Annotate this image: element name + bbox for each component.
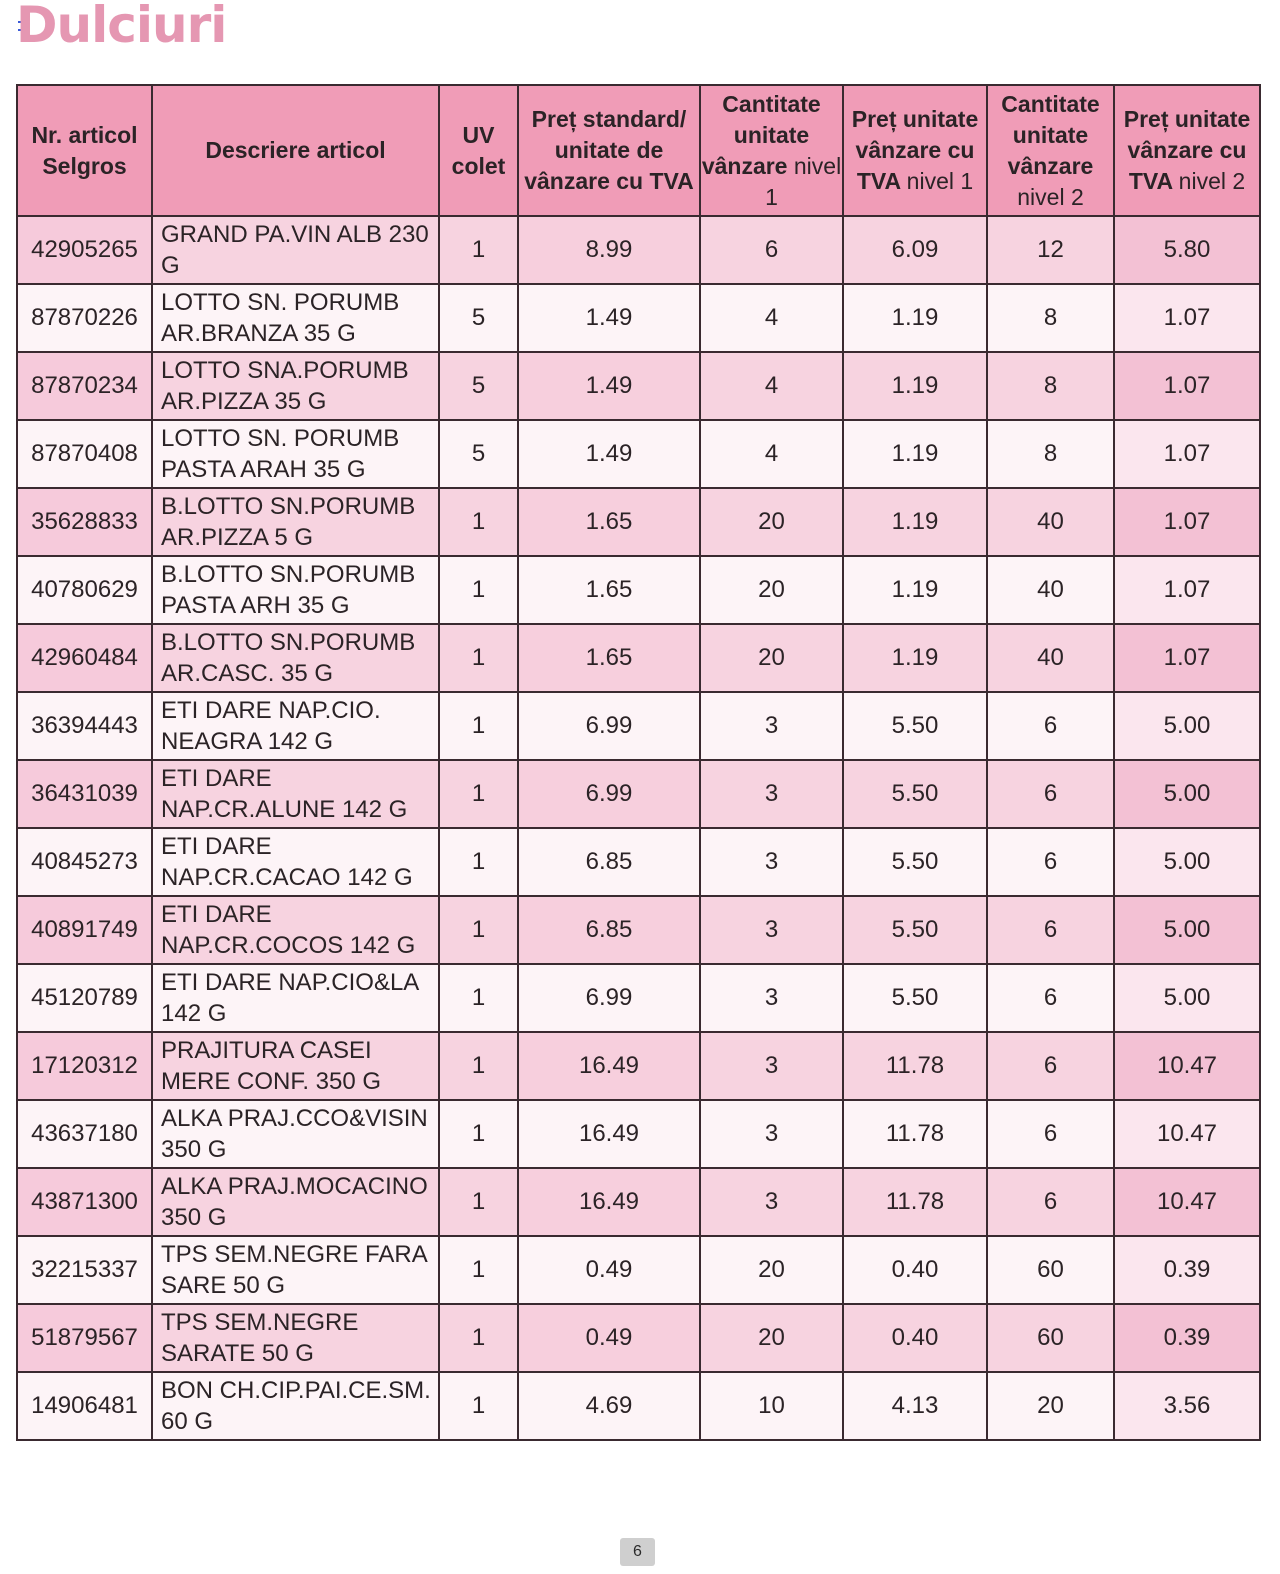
header-pret-standard: Preț standard/ unitate de vânzare cu TVA bbox=[518, 85, 700, 216]
table-row bbox=[17, 760, 1260, 828]
cell-pret-standard: 6.85 bbox=[518, 828, 700, 896]
cell-cantitate-nivel-1: 20 bbox=[700, 624, 843, 692]
cell-uv-colet: 1 bbox=[439, 216, 518, 284]
cell-pret-standard: 1.65 bbox=[518, 488, 700, 556]
cell-cantitate-nivel-1: 20 bbox=[700, 1304, 843, 1372]
cell-nr-articol: 87870408 bbox=[17, 420, 152, 488]
table-header-row bbox=[17, 85, 1260, 216]
cell-cantitate-nivel-2: 40 bbox=[987, 488, 1114, 556]
table-row bbox=[17, 284, 1260, 352]
cell-pret-nivel-1: 0.40 bbox=[843, 1236, 987, 1304]
cell-descriere: BON CH.CIP.PAI.CE.SM. 60 G bbox=[152, 1372, 439, 1440]
cell-uv-colet: 5 bbox=[439, 284, 518, 352]
cell-cantitate-nivel-2: 6 bbox=[987, 760, 1114, 828]
table-row bbox=[17, 352, 1260, 420]
table-row bbox=[17, 1100, 1260, 1168]
table-row bbox=[17, 964, 1260, 1032]
cell-cantitate-nivel-2: 6 bbox=[987, 896, 1114, 964]
cell-descriere: ETI DARE NAP.CR.CACAO 142 G bbox=[152, 828, 439, 896]
cell-pret-nivel-1: 1.19 bbox=[843, 488, 987, 556]
cell-pret-nivel-2: 10.47 bbox=[1114, 1032, 1260, 1100]
price-table bbox=[16, 84, 1261, 1441]
cell-pret-standard: 8.99 bbox=[518, 216, 700, 284]
cell-pret-nivel-1: 5.50 bbox=[843, 896, 987, 964]
cell-uv-colet: 1 bbox=[439, 828, 518, 896]
cell-cantitate-nivel-1: 3 bbox=[700, 1100, 843, 1168]
cell-descriere: B.LOTTO SN.PORUMB AR.CASC. 35 G bbox=[152, 624, 439, 692]
cell-cantitate-nivel-1: 4 bbox=[700, 284, 843, 352]
cell-cantitate-nivel-1: 20 bbox=[700, 488, 843, 556]
cell-cantitate-nivel-2: 20 bbox=[987, 1372, 1114, 1440]
cell-descriere: TPS SEM.NEGRE SARATE 50 G bbox=[152, 1304, 439, 1372]
cell-descriere: ALKA PRAJ.CCO&VISIN 350 G bbox=[152, 1100, 439, 1168]
cell-pret-nivel-2: 0.39 bbox=[1114, 1236, 1260, 1304]
cell-nr-articol: 87870234 bbox=[17, 352, 152, 420]
table-row bbox=[17, 896, 1260, 964]
cell-pret-nivel-2: 1.07 bbox=[1114, 352, 1260, 420]
cell-nr-articol: 87870226 bbox=[17, 284, 152, 352]
cell-uv-colet: 1 bbox=[439, 692, 518, 760]
table-row bbox=[17, 1032, 1260, 1100]
cell-pret-standard: 0.49 bbox=[518, 1236, 700, 1304]
cell-nr-articol: 36431039 bbox=[17, 760, 152, 828]
cell-pret-nivel-2: 1.07 bbox=[1114, 624, 1260, 692]
header-cantitate-nivel-2: Cantitate unitate vânzare nivel 2 bbox=[987, 85, 1114, 216]
cell-pret-nivel-1: 5.50 bbox=[843, 964, 987, 1032]
cell-pret-nivel-1: 1.19 bbox=[843, 624, 987, 692]
cell-pret-nivel-2: 5.00 bbox=[1114, 760, 1260, 828]
cell-descriere: TPS SEM.NEGRE FARA SARE 50 G bbox=[152, 1236, 439, 1304]
cell-cantitate-nivel-1: 3 bbox=[700, 1168, 843, 1236]
cell-cantitate-nivel-1: 10 bbox=[700, 1372, 843, 1440]
cell-pret-standard: 1.65 bbox=[518, 624, 700, 692]
cell-cantitate-nivel-2: 12 bbox=[987, 216, 1114, 284]
cell-pret-nivel-2: 1.07 bbox=[1114, 556, 1260, 624]
cell-pret-nivel-1: 6.09 bbox=[843, 216, 987, 284]
cell-cantitate-nivel-1: 4 bbox=[700, 352, 843, 420]
cell-cantitate-nivel-1: 20 bbox=[700, 556, 843, 624]
cell-pret-nivel-2: 1.07 bbox=[1114, 420, 1260, 488]
cell-pret-nivel-2: 5.00 bbox=[1114, 964, 1260, 1032]
cell-cantitate-nivel-2: 6 bbox=[987, 828, 1114, 896]
table-row bbox=[17, 1304, 1260, 1372]
cell-uv-colet: 5 bbox=[439, 420, 518, 488]
cell-cantitate-nivel-1: 3 bbox=[700, 760, 843, 828]
cell-nr-articol: 42960484 bbox=[17, 624, 152, 692]
cell-descriere: LOTTO SNA.PORUMB AR.PIZZA 35 G bbox=[152, 352, 439, 420]
cell-uv-colet: 1 bbox=[439, 556, 518, 624]
cell-descriere: B.LOTTO SN.PORUMB AR.PIZZA 5 G bbox=[152, 488, 439, 556]
cell-pret-standard: 1.65 bbox=[518, 556, 700, 624]
cell-cantitate-nivel-1: 3 bbox=[700, 896, 843, 964]
cell-pret-standard: 16.49 bbox=[518, 1100, 700, 1168]
cell-cantitate-nivel-1: 3 bbox=[700, 692, 843, 760]
cell-uv-colet: 1 bbox=[439, 1100, 518, 1168]
cell-pret-standard: 6.99 bbox=[518, 964, 700, 1032]
cell-nr-articol: 51879567 bbox=[17, 1304, 152, 1372]
cell-uv-colet: 1 bbox=[439, 964, 518, 1032]
cell-cantitate-nivel-1: 4 bbox=[700, 420, 843, 488]
cell-descriere: LOTTO SN. PORUMB AR.BRANZA 35 G bbox=[152, 284, 439, 352]
cell-pret-nivel-2: 5.00 bbox=[1114, 692, 1260, 760]
cell-cantitate-nivel-2: 8 bbox=[987, 284, 1114, 352]
cell-nr-articol: 45120789 bbox=[17, 964, 152, 1032]
cell-descriere: B.LOTTO SN.PORUMB PASTA ARH 35 G bbox=[152, 556, 439, 624]
table-row bbox=[17, 556, 1260, 624]
cell-pret-nivel-1: 5.50 bbox=[843, 760, 987, 828]
table-row bbox=[17, 624, 1260, 692]
table-row bbox=[17, 1236, 1260, 1304]
cell-pret-nivel-2: 1.07 bbox=[1114, 284, 1260, 352]
cell-pret-standard: 6.99 bbox=[518, 692, 700, 760]
cell-cantitate-nivel-2: 6 bbox=[987, 964, 1114, 1032]
cell-pret-standard: 4.69 bbox=[518, 1372, 700, 1440]
cell-uv-colet: 1 bbox=[439, 1304, 518, 1372]
cell-pret-standard: 16.49 bbox=[518, 1168, 700, 1236]
cell-nr-articol: 32215337 bbox=[17, 1236, 152, 1304]
cell-nr-articol: 14906481 bbox=[17, 1372, 152, 1440]
cell-cantitate-nivel-2: 6 bbox=[987, 1168, 1114, 1236]
cell-pret-nivel-1: 1.19 bbox=[843, 352, 987, 420]
cell-descriere: GRAND PA.VIN ALB 230 G bbox=[152, 216, 439, 284]
table-body bbox=[17, 216, 1260, 1440]
cell-cantitate-nivel-2: 6 bbox=[987, 1100, 1114, 1168]
cell-pret-standard: 1.49 bbox=[518, 352, 700, 420]
cell-pret-nivel-2: 0.39 bbox=[1114, 1304, 1260, 1372]
cell-uv-colet: 1 bbox=[439, 896, 518, 964]
cell-uv-colet: 1 bbox=[439, 488, 518, 556]
cell-nr-articol: 40780629 bbox=[17, 556, 152, 624]
cell-uv-colet: 1 bbox=[439, 1372, 518, 1440]
cell-nr-articol: 40891749 bbox=[17, 896, 152, 964]
cell-cantitate-nivel-2: 6 bbox=[987, 1032, 1114, 1100]
cell-descriere: ETI DARE NAP.CR.ALUNE 142 G bbox=[152, 760, 439, 828]
cell-pret-nivel-1: 1.19 bbox=[843, 556, 987, 624]
cell-pret-nivel-1: 11.78 bbox=[843, 1100, 987, 1168]
cell-pret-standard: 1.49 bbox=[518, 284, 700, 352]
cell-cantitate-nivel-1: 20 bbox=[700, 1236, 843, 1304]
cell-descriere: PRAJITURA CASEI MERE CONF. 350 G bbox=[152, 1032, 439, 1100]
cell-nr-articol: 36394443 bbox=[17, 692, 152, 760]
cell-cantitate-nivel-2: 8 bbox=[987, 352, 1114, 420]
cell-nr-articol: 43637180 bbox=[17, 1100, 152, 1168]
cell-nr-articol: 35628833 bbox=[17, 488, 152, 556]
cell-cantitate-nivel-2: 40 bbox=[987, 624, 1114, 692]
header-cantitate-nivel-1: Cantitate unitate vânzare nivel 1 bbox=[700, 85, 843, 216]
cell-nr-articol: 17120312 bbox=[17, 1032, 152, 1100]
cell-pret-nivel-2: 1.07 bbox=[1114, 488, 1260, 556]
cell-cantitate-nivel-2: 8 bbox=[987, 420, 1114, 488]
table-row bbox=[17, 420, 1260, 488]
cell-pret-nivel-1: 5.50 bbox=[843, 692, 987, 760]
cell-cantitate-nivel-2: 40 bbox=[987, 556, 1114, 624]
cell-pret-nivel-1: 5.50 bbox=[843, 828, 987, 896]
cell-uv-colet: 5 bbox=[439, 352, 518, 420]
cell-descriere: ALKA PRAJ.MOCACINO 350 G bbox=[152, 1168, 439, 1236]
cell-pret-nivel-2: 10.47 bbox=[1114, 1168, 1260, 1236]
cell-nr-articol: 42905265 bbox=[17, 216, 152, 284]
cell-pret-nivel-1: 1.19 bbox=[843, 420, 987, 488]
cell-pret-nivel-2: 5.00 bbox=[1114, 828, 1260, 896]
cell-cantitate-nivel-1: 3 bbox=[700, 1032, 843, 1100]
cell-nr-articol: 43871300 bbox=[17, 1168, 152, 1236]
table-row bbox=[17, 1372, 1260, 1440]
cell-pret-nivel-2: 5.80 bbox=[1114, 216, 1260, 284]
cell-cantitate-nivel-2: 60 bbox=[987, 1304, 1114, 1372]
cell-pret-nivel-1: 4.13 bbox=[843, 1372, 987, 1440]
cell-descriere: ETI DARE NAP.CIO&LA 142 G bbox=[152, 964, 439, 1032]
header-descriere: Descriere articol bbox=[152, 85, 439, 216]
cell-descriere: ETI DARE NAP.CR.COCOS 142 G bbox=[152, 896, 439, 964]
cell-uv-colet: 1 bbox=[439, 1032, 518, 1100]
cell-pret-nivel-2: 10.47 bbox=[1114, 1100, 1260, 1168]
cell-pret-nivel-1: 1.19 bbox=[843, 284, 987, 352]
header-uv-colet: UV colet bbox=[439, 85, 518, 216]
table-row bbox=[17, 692, 1260, 760]
cell-pret-standard: 6.99 bbox=[518, 760, 700, 828]
page-title: Dulciuri bbox=[16, 0, 227, 54]
table-row bbox=[17, 828, 1260, 896]
table-row bbox=[17, 1168, 1260, 1236]
cell-uv-colet: 1 bbox=[439, 1168, 518, 1236]
cell-pret-standard: 16.49 bbox=[518, 1032, 700, 1100]
header-pret-nivel-2: Preț unitate vânzare cu TVA nivel 2 bbox=[1114, 85, 1260, 216]
cell-pret-nivel-2: 3.56 bbox=[1114, 1372, 1260, 1440]
header-pret-nivel-1: Preț unitate vânzare cu TVA nivel 1 bbox=[843, 85, 987, 216]
cell-pret-standard: 1.49 bbox=[518, 420, 700, 488]
cell-cantitate-nivel-2: 60 bbox=[987, 1236, 1114, 1304]
cell-descriere: ETI DARE NAP.CIO. NEAGRA 142 G bbox=[152, 692, 439, 760]
cell-pret-nivel-1: 0.40 bbox=[843, 1304, 987, 1372]
cell-uv-colet: 1 bbox=[439, 760, 518, 828]
header-nr-articol: Nr. articol Selgros bbox=[17, 85, 152, 216]
cell-uv-colet: 1 bbox=[439, 624, 518, 692]
cell-cantitate-nivel-1: 3 bbox=[700, 964, 843, 1032]
table-row bbox=[17, 216, 1260, 284]
cell-cantitate-nivel-1: 6 bbox=[700, 216, 843, 284]
page-number: 6 bbox=[620, 1538, 655, 1566]
cell-nr-articol: 40845273 bbox=[17, 828, 152, 896]
cell-pret-standard: 6.85 bbox=[518, 896, 700, 964]
cell-pret-standard: 0.49 bbox=[518, 1304, 700, 1372]
cell-uv-colet: 1 bbox=[439, 1236, 518, 1304]
cell-cantitate-nivel-1: 3 bbox=[700, 828, 843, 896]
cell-descriere: LOTTO SN. PORUMB PASTA ARAH 35 G bbox=[152, 420, 439, 488]
cell-pret-nivel-1: 11.78 bbox=[843, 1168, 987, 1236]
cell-pret-nivel-2: 5.00 bbox=[1114, 896, 1260, 964]
table-row bbox=[17, 488, 1260, 556]
cell-cantitate-nivel-2: 6 bbox=[987, 692, 1114, 760]
cell-pret-nivel-1: 11.78 bbox=[843, 1032, 987, 1100]
